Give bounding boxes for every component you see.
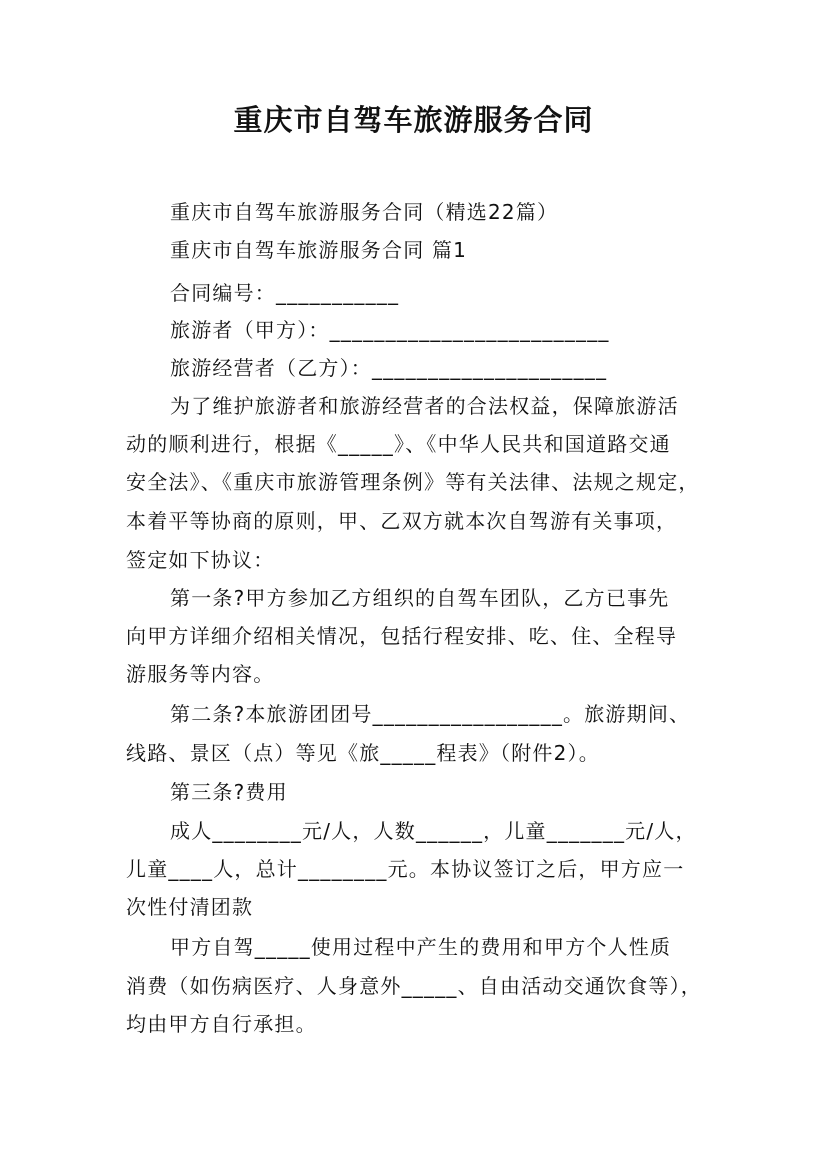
paragraph-line: 安全法》、《重庆市旅游管理条例》等有关法律、法规之规定， <box>126 470 700 494</box>
expense-line: 甲方自驾_____使用过程中产生的费用和甲方个人性质 <box>170 935 672 959</box>
document-title: 重庆市自驾车旅游服务合同 <box>233 103 594 137</box>
article-2-line: 第二条?本旅游团团号_________________。旅游期间、 <box>170 702 691 726</box>
section-heading: 重庆市自驾车旅游服务合同 篇1 <box>170 238 468 262</box>
paragraph-line: 签定如下协议： <box>126 548 275 572</box>
paragraph-line: 线路、景区（点）等见《旅_____程表》（附件2）。 <box>126 741 600 765</box>
fee-line: 次性付清团款 <box>126 895 254 919</box>
paragraph-line: 游服务等内容。 <box>126 662 275 686</box>
article-1-line: 第一条?甲方参加乙方组织的自驾车团队，乙方已事先 <box>170 586 670 610</box>
contract-number-line: 合同编号：___________ <box>170 281 400 305</box>
paragraph-line: 为了维护旅游者和旅游经营者的合法权益，保障旅游活 <box>170 394 679 418</box>
article-3-heading: 第三条?费用 <box>170 780 288 804</box>
party-a-line: 旅游者（甲方）：_________________________ <box>170 318 610 342</box>
expense-line: 均由甲方自行承担。 <box>126 1012 317 1036</box>
fee-line: 儿童____人，总计________元。本协议签订之后，甲方应一 <box>126 857 685 881</box>
expense-line: 消费（如伤病医疗、人身意外_____、自由活动交通饮食等）， <box>126 974 702 998</box>
paragraph-line: 向甲方详细介绍相关情况，包括行程安排、吃、住、全程导 <box>126 624 678 648</box>
fee-line: 成人________元/人，人数______，儿童_______元/人， <box>170 819 697 843</box>
paragraph-line: 本着平等协商的原则，甲、乙双方就本次自驾游有关事项， <box>126 509 678 533</box>
party-b-line: 旅游经营者（乙方）：_____________________ <box>170 356 608 380</box>
subtitle-line: 重庆市自驾车旅游服务合同（精选22篇） <box>170 200 559 224</box>
paragraph-line: 动的顺利进行，根据《_____》、《中华人民共和国道路交通 <box>126 432 671 456</box>
